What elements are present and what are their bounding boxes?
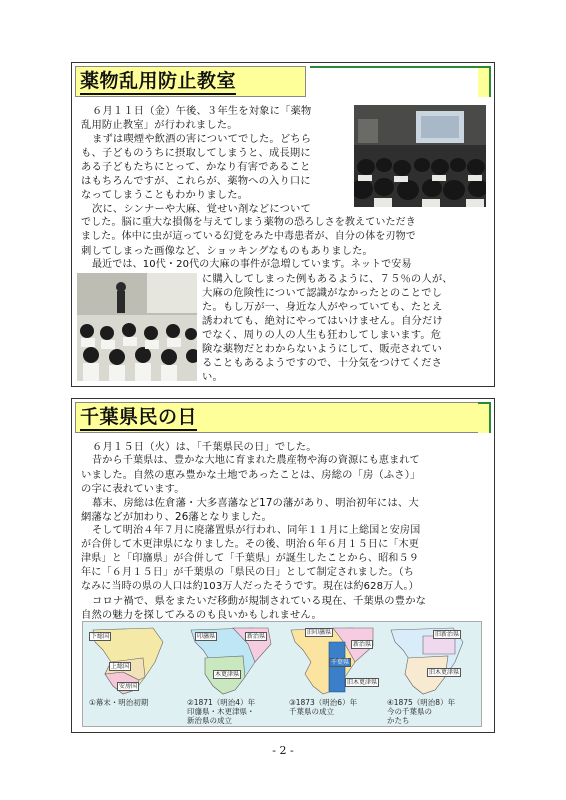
paragraph-line: の字に表れています。: [81, 483, 185, 495]
paragraph-line: でした。脳に重大な損傷を与えてしまう薬物の恐ろしさを教えていただき: [81, 217, 416, 228]
title-corner-tab: [478, 402, 491, 433]
section-title: 薬物乱用防止教室: [80, 69, 236, 95]
paragraph-line: そして明治４年７月に廃藩置県が行われ、同年１１月に上総国と安房国: [92, 525, 421, 536]
map-label: 木更津県: [215, 671, 240, 678]
paragraph-line: 次に、シンナーや大麻、覚せい剤などについて: [92, 203, 311, 215]
paragraph-line: はもちろんですが、これらが、薬物への入り口に: [81, 175, 311, 187]
map-label: 下総国: [91, 633, 110, 640]
map-caption: ③1873（明治6）年 千葉県の成立: [289, 698, 358, 716]
section-chiba-day: [71, 398, 495, 733]
paragraph-line: が合併して木更津県になりました。その後、明治６年６月１５日に「木更: [81, 539, 420, 550]
map-label: 旧印旛県: [307, 629, 332, 636]
paragraph-line: 険な薬物だとわからないようにして、販売されてい: [202, 343, 443, 355]
map-label: 上総国: [111, 663, 130, 670]
paragraph-line: いました。自然の恵み豊かな土地であったことは、房総の「房（ふさ）」: [81, 469, 421, 481]
title-corner-decoration: [310, 66, 491, 97]
paragraph-line: 大麻の危険性について認識がなかったとのことでし: [202, 287, 443, 299]
map-label: 新治県: [353, 641, 372, 648]
paragraph-line: コロナ禍で、県をまたいだ移動が規制されている現在、千葉県の豊かな: [92, 595, 427, 607]
map-caption: ④1875（明治8）年 今の千葉県の かたち: [387, 698, 456, 725]
paragraph-line: 網藩などが加わり、26藩となりました。: [81, 511, 272, 523]
map-label: 印旛県: [197, 633, 216, 640]
map-label: 千葉県: [331, 659, 350, 666]
map-label: 旧新治県: [435, 631, 460, 638]
title-corner-tab: [478, 66, 491, 97]
section-title-bar: [75, 66, 306, 97]
chiba-history-map: [82, 621, 482, 727]
section-title: 千葉県民の日: [80, 405, 197, 431]
paragraph-line: なってしまうこともわかりました。: [81, 189, 249, 201]
paragraph-line: た。もし万が一、身近な人がやっていても、たとえ: [202, 301, 443, 313]
map-caption: ①幕末・明治初期: [89, 698, 149, 707]
map-label: 安房国: [119, 683, 138, 690]
paragraph-line: ることもあるようですので、十分気をつけてくださ: [202, 357, 443, 369]
page-number: - 2 -: [272, 744, 294, 757]
paragraph-line: い。: [202, 371, 223, 383]
section-title-bar: [75, 402, 489, 433]
lecture-photo: [354, 105, 486, 207]
paragraph-line: なみに当時の県の人口は約103万人だったそうです。現在は約628万人。）: [81, 581, 419, 592]
section-drug-abuse-prevention: [71, 62, 495, 387]
paragraph-line: 乱用防止教室」が行われました。: [81, 119, 238, 131]
paragraph-line: でなく、周りの人の人生も狂わしてしまいます。危: [202, 329, 442, 341]
paragraph-line: も、子どものうちに摂取してしまうと、成長期に: [81, 147, 311, 159]
paragraph-line: 最近では、10代・20代の大麻の事件が急増しています。ネットで安易: [92, 259, 412, 270]
paragraph-line: 津県」と「印旛県」が合併して「千葉県」が誕生したことから、昭和５９: [81, 553, 420, 564]
map-label: 新治県: [247, 633, 266, 640]
paragraph-line: 刺してしまった画像など、ショッキングなものもありました。: [81, 245, 373, 257]
paragraph-line: まずは喫煙や飲酒の害についてでした。どちら: [92, 133, 312, 145]
map-label: 旧木更津県: [347, 679, 378, 686]
students-photo: [77, 273, 197, 381]
paragraph-line: ある子どもたちにとって、かなり有害であること: [81, 161, 311, 173]
paragraph-line: 年に「６月１５日」が千葉県の「県民の日」として制定されました。（ち: [81, 567, 414, 578]
paragraph-line: ６月１１日（金）午後、３年生を対象に「薬物: [92, 105, 312, 117]
map-label: 旧木更津県: [429, 669, 460, 676]
paragraph-line: 昔から千葉県は、豊かな大地に育まれた農産物や海の資源にも恵まれて: [92, 455, 420, 466]
paragraph-line: ６月１５日（火）は、「千葉県民の日」でした。: [92, 441, 317, 453]
paragraph-line: 自然の魅力を探してみるのも良いかもしれません。: [81, 609, 322, 621]
paragraph-line: に購入してしまった例もあるように、７５％の人が、: [202, 273, 453, 285]
paragraph-line: ました。体中に虫が這っている幻覚をみた中毒患者が、自分の体を刃物で: [81, 231, 416, 242]
map-caption: ②1871（明治4）年 印旛県・木更津県・ 新治県の成立: [187, 698, 256, 725]
paragraph-line: 幕末、房総は佐倉藩・大多喜藩など17の藩があり、明治初年には、大: [92, 497, 419, 509]
paragraph-line: 誘われても、絶対にやってはいけません。自分だけ: [202, 315, 443, 327]
